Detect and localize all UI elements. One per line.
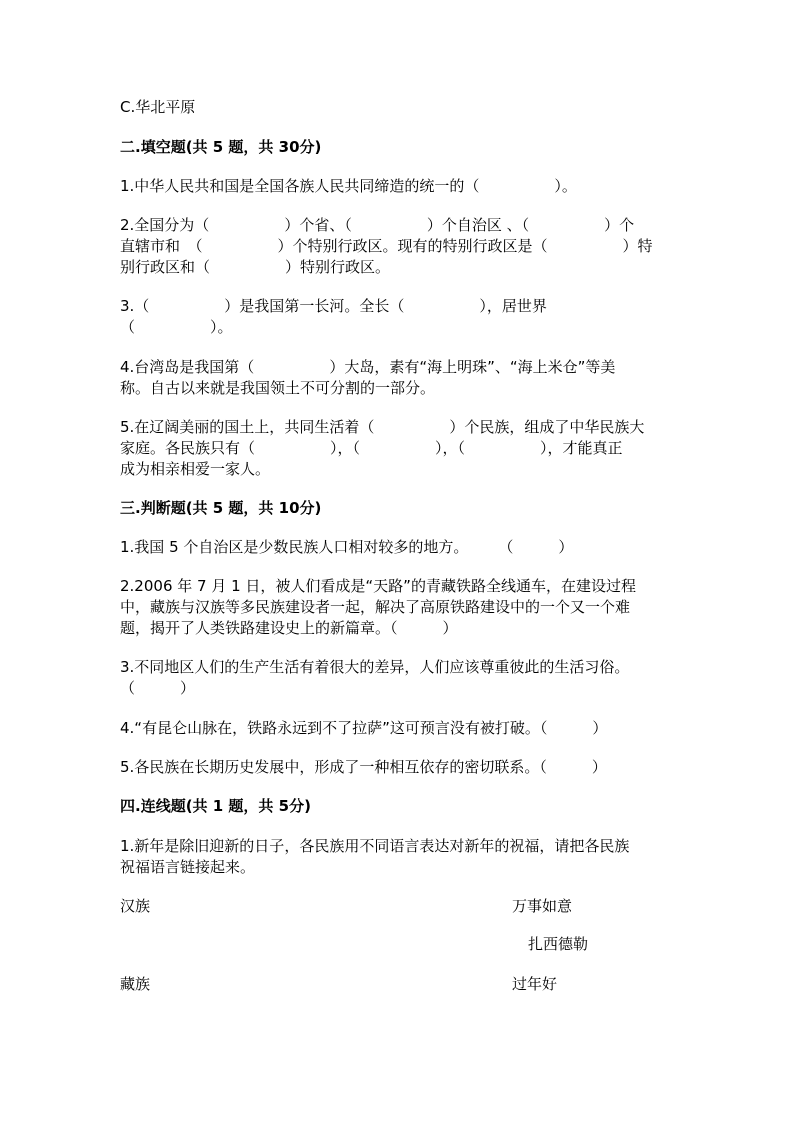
section-3-heading: 三.判断题(共 5 题，共 10分)	[120, 499, 322, 517]
s3-q2-line1: 2.2006 年 7 月 1 日，被人们看成是“天路”的青藏铁路全线通车，在建设过程	[120, 577, 636, 595]
s3-q2-line3: 题，揭开了人类铁路建设史上的新篇章。（ ）	[120, 619, 458, 637]
s2-q2-line2: 直辖市和 （ ）个特别行政区。现有的特别行政区是（ ）特	[120, 237, 653, 255]
s4-q1-line1: 1.新年是除旧迎新的日子，各民族用不同语言表达对新年的祝福，请把各民族	[120, 837, 630, 855]
s2-q2-line1: 2.全国分为（ ）个省、（ ）个自治区 、（ ）个	[120, 216, 635, 234]
match-right-zhaxidele: 扎西德勒	[528, 935, 589, 953]
section-2-heading: 二.填空题(共 5 题，共 30分)	[120, 138, 322, 156]
s2-q1-line1: 1.中华人民共和国是全国各族人民共同缔造的统一的（ ）。	[120, 177, 577, 195]
s3-q3-line1: 3.不同地区人们的生产生活有着很大的差异，人们应该尊重彼此的生活习俗。	[120, 658, 630, 676]
s3-q4-line1: 4.“有昆仑山脉在，铁路永远到不了拉萨”这可预言没有被打破。（ ）	[120, 719, 608, 737]
s2-q4-line1: 4.台湾岛是我国第（ ）大岛，素有“海上明珠”、“海上米仓”等美	[120, 358, 616, 376]
s2-q3-line2: （ ）。	[120, 318, 233, 336]
s3-q5-line1: 5.各民族在长期历史发展中，形成了一种相互依存的密切联系。（ ）	[120, 758, 607, 776]
s3-q2-line2: 中，藏族与汉族等多民族建设者一起，解决了高原铁路建设中的一个又一个难	[120, 598, 631, 616]
s2-q2-line3: 别行政区和（ ）特别行政区。	[120, 258, 391, 276]
match-left-zang: 藏族	[120, 975, 151, 993]
s4-q1-line2: 祝福语言链接起来。	[120, 858, 256, 876]
s3-q1-line1: 1.我国 5 个自治区是少数民族人口相对较多的地方。 （ ）	[120, 538, 574, 556]
match-right-wanshiruyi: 万事如意	[512, 897, 573, 915]
s2-q5-line2: 家庭。各民族只有（ ），（ ），（ ），才能真正	[120, 439, 623, 457]
s2-q4-line2: 称。自古以来就是我国领土不可分割的一部分。	[120, 379, 436, 397]
section-4-heading: 四.连线题(共 1 题，共 5分)	[120, 797, 311, 815]
match-right-guonianhao: 过年好	[512, 975, 558, 993]
s2-q5-line3: 成为相亲相爱一家人。	[120, 460, 271, 478]
s2-q5-line1: 5.在辽阔美丽的国土上，共同生活着（ ）个民族，组成了中华民族大	[120, 418, 645, 436]
s3-q3-line2: （ ）	[120, 679, 196, 697]
option-c: C.华北平原	[120, 98, 196, 116]
match-left-han: 汉族	[120, 897, 151, 915]
s2-q3-line1: 3.（ ）是我国第一长河。全长（ ），居世界	[120, 297, 547, 315]
